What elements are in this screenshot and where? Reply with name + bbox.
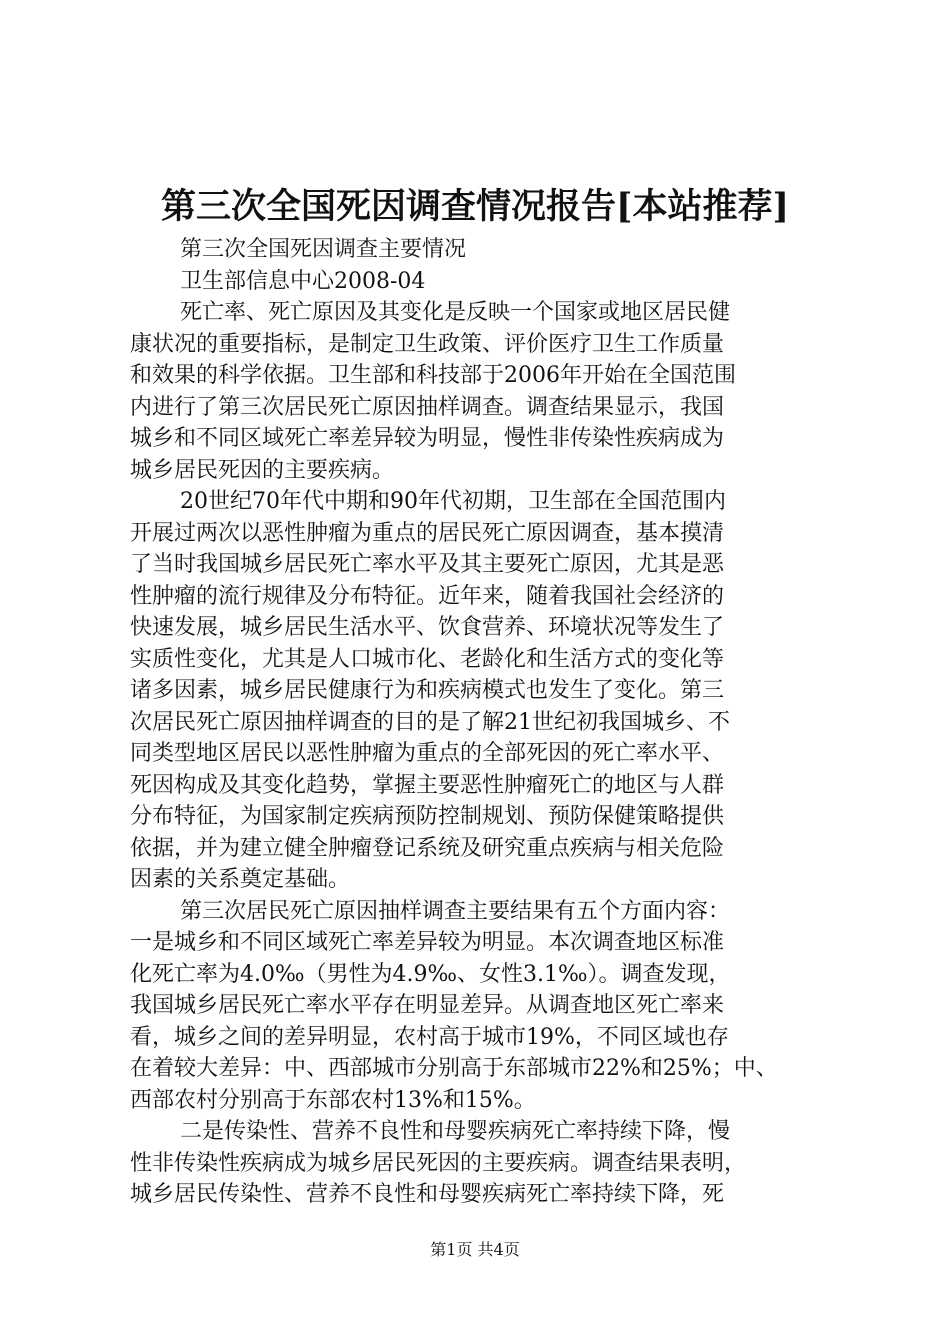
body-line: 内进行了第三次居民死亡原因抽样调查。调查结果显示，我国 — [130, 394, 725, 420]
body-line: 我国城乡居民死亡率水平存在明显差异。从调查地区死亡率来 — [130, 993, 725, 1018]
body-line: 死因构成及其变化趋势，掌握主要恶性肿瘤死亡的地区与人群 — [130, 772, 725, 798]
subtitle-line: 第三次全国死因调查主要情况 — [180, 237, 467, 262]
source-date-line: 卫生部信息中心2008-04 — [180, 268, 426, 294]
body-line: 看，城乡之间的差异明显，农村高于城市19%，不同区域也存 — [130, 1024, 729, 1050]
body-line: 20世纪70年代中期和90年代初期，卫生部在全国范围内 — [180, 489, 726, 514]
body-line: 西部农村分别高于东部农村13%和15%。 — [130, 1087, 536, 1113]
body-line: 一是城乡和不同区域死亡率差异较为明显。本次调查地区标准 — [130, 930, 725, 955]
body-line: 城乡居民传染性、营养不良性和母婴疾病死亡率持续下降，死 — [130, 1182, 725, 1207]
document-body — [130, 234, 830, 1211]
body-line: 城乡居民死因的主要疾病。 — [130, 457, 395, 483]
body-line: 性非传染性疾病成为城乡居民死因的主要疾病。调查结果表明， — [130, 1150, 747, 1176]
body-line: 化死亡率为4.0‰（男性为4.9‰、女性3.1‰）。调查发现， — [130, 961, 731, 987]
body-line: 康状况的重要指标，是制定卫生政策、评价医疗卫生工作质量 — [130, 331, 725, 357]
page-number-footer: 第1页 共4页 — [430, 1240, 520, 1259]
body-line: 性肿瘤的流行规律及分布特征。近年来，随着我国社会经济的 — [130, 583, 725, 609]
body-line: 了当时我国城乡居民死亡率水平及其主要死亡原因，尤其是恶 — [130, 552, 725, 577]
body-line: 次居民死亡原因抽样调查的目的是了解21世纪初我国城乡、不 — [130, 709, 730, 735]
body-line: 开展过两次以恶性肿瘤为重点的居民死亡原因调查，基本摸清 — [130, 520, 725, 546]
body-line: 同类型地区居民以恶性肿瘤为重点的全部死因的死亡率水平、 — [130, 741, 725, 766]
body-line: 第三次居民死亡原因抽样调查主要结果有五个方面内容： — [180, 898, 731, 924]
body-line: 实质性变化，尤其是人口城市化、老龄化和生活方式的变化等 — [130, 646, 725, 672]
body-line: 城乡和不同区域死亡率差异较为明显，慢性非传染性疾病成为 — [130, 426, 725, 451]
body-line: 快速发展，城乡居民生活水平、饮食营养、环境状况等发生了 — [130, 615, 725, 640]
body-line: 依据，并为建立健全肿瘤登记系统及研究重点疾病与相关危险 — [130, 835, 725, 861]
body-line: 二是传染性、营养不良性和母婴疾病死亡率持续下降，慢 — [180, 1119, 731, 1144]
body-line: 因素的关系奠定基础。 — [130, 867, 351, 892]
body-line: 和效果的科学依据。卫生部和科技部于2006年开始在全国范围 — [130, 363, 736, 388]
body-line: 分布特征，为国家制定疾病预防控制规划、预防保健策略提供 — [130, 804, 725, 829]
body-line: 诸多因素，城乡居民健康行为和疾病模式也发生了变化。第三 — [130, 678, 725, 703]
document-title: 第三次全国死因调查情况报告[本站推荐] — [160, 186, 790, 227]
body-line: 在着较大差异：中、西部城市分别高于东部城市22%和25%；中、 — [130, 1056, 778, 1081]
body-line: 死亡率、死亡原因及其变化是反映一个国家或地区居民健 — [180, 300, 731, 325]
